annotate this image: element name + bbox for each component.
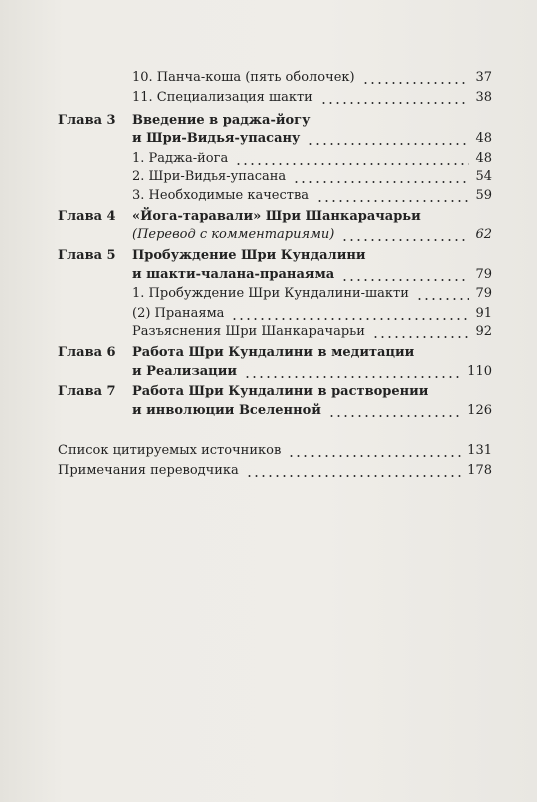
chapter-label: Глава 4 (58, 209, 116, 224)
toc-entry-page: 126 (467, 403, 492, 418)
toc-entry-page: 37 (475, 70, 492, 85)
toc-entry (0, 441, 537, 461)
toc-entry (0, 362, 537, 382)
chapter-label: Глава 7 (58, 384, 116, 399)
toc-entry-title: и инволюции Вселенной (132, 403, 321, 418)
dot-leader (293, 167, 469, 187)
toc-entry-title: и Реализации (132, 364, 238, 379)
toc-entry-title: Работа Шри Кундалини в растворении (132, 384, 429, 399)
toc-entry (0, 111, 537, 131)
toc-entry (0, 343, 537, 363)
dot-leader (246, 461, 461, 481)
dot-leader (341, 265, 469, 285)
toc-entry-title: Пробуждение Шри Кундалини (132, 248, 366, 263)
dot-leader (328, 401, 461, 421)
dot-leader (307, 129, 469, 149)
dot-leader (244, 362, 461, 382)
chapter-label: Глава 3 (58, 113, 116, 128)
toc-entry-page: 48 (475, 131, 492, 146)
toc-entry (0, 129, 537, 149)
dot-leader (341, 225, 469, 245)
toc-entry-page: 110 (467, 364, 492, 379)
dot-leader (288, 441, 461, 461)
chapter-label: Глава 5 (58, 248, 116, 263)
toc-entry (0, 265, 537, 285)
toc-entry (0, 167, 537, 187)
toc-entry-page: 48 (475, 151, 492, 166)
toc-entry-page: 79 (475, 267, 492, 282)
toc-entry-page: 91 (475, 306, 492, 321)
toc-entry-title: и шакти-чалана-пранаяма (132, 267, 335, 282)
toc-entry-title: «Йога-таравали» Шри Шанкарачарьи (132, 209, 421, 224)
toc-entry-page: 178 (467, 463, 492, 478)
toc-entry (0, 284, 537, 304)
toc-entry-page: 92 (475, 324, 492, 339)
toc-entry-page: 79 (475, 286, 492, 301)
toc-entry-title: (2) Пранаяма (132, 306, 225, 321)
dot-leader (416, 284, 470, 304)
dot-leader (235, 149, 469, 169)
toc-entry-title: 2. Шри-Видья-упасана (132, 169, 287, 184)
toc-entry (0, 149, 537, 169)
toc-entry-title: Работа Шри Кундалини в медитации (132, 345, 415, 360)
dot-leader (316, 186, 469, 206)
toc-entry-title: 10. Панча-коша (пять оболочек) (132, 70, 355, 85)
toc-entry-page: 62 (475, 227, 492, 242)
toc-entry (0, 186, 537, 206)
chapter-label: Глава 6 (58, 345, 116, 360)
toc-entry-title: (Перевод с комментариями) (132, 227, 335, 242)
toc-entry (0, 304, 537, 324)
toc-entry-title: Список цитируемых источников (58, 443, 282, 458)
toc-entry (0, 207, 537, 227)
dot-leader (231, 304, 469, 324)
toc-entry-title: 3. Необходимые качества (132, 188, 310, 203)
dot-leader (320, 88, 470, 108)
toc-entry-page: 38 (475, 90, 492, 105)
toc-entry (0, 225, 537, 245)
toc-entry (0, 322, 537, 342)
toc-entry (0, 68, 537, 88)
toc-entry-title: Введение в раджа-йогу (132, 113, 311, 128)
toc-entry-title: Примечания переводчика (58, 463, 239, 478)
toc-entry (0, 88, 537, 108)
toc-entry (0, 401, 537, 421)
dot-leader (372, 322, 470, 342)
toc-entry-title: 11. Специализация шакти (132, 90, 313, 105)
toc-entry-title: 1. Раджа-йога (132, 151, 229, 166)
toc-entry (0, 461, 537, 481)
toc-entry (0, 246, 537, 266)
toc-entry-page: 54 (475, 169, 492, 184)
dot-leader (362, 68, 470, 88)
toc-entry-page: 59 (475, 188, 492, 203)
toc-entry-title: и Шри-Видья-упасану (132, 131, 301, 146)
toc-entry-title: 1. Пробуждение Шри Кундалини-шакти (132, 286, 409, 301)
toc-entry (0, 382, 537, 402)
toc-entry-title: Разъяснения Шри Шанкарачарьи (132, 324, 365, 339)
toc-entry-page: 131 (467, 443, 492, 458)
